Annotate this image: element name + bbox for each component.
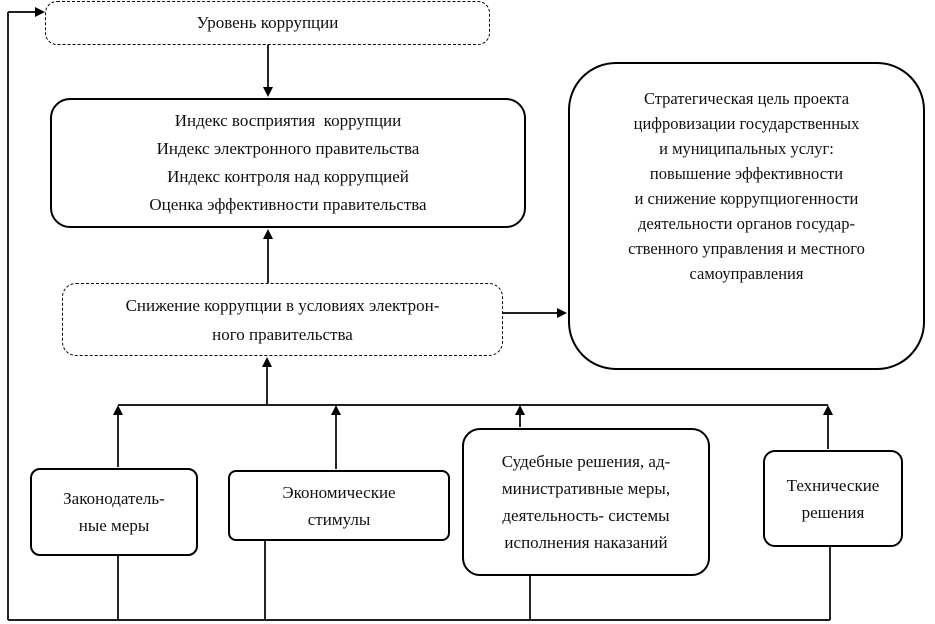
box-text-line: Экономические bbox=[282, 482, 396, 502]
arrow-reduction-to-goal bbox=[503, 308, 567, 318]
arrow-reduction-to-indices bbox=[263, 229, 273, 283]
box-text-line: Индекс электронного правительства bbox=[156, 139, 420, 158]
strategic-goal-box bbox=[568, 62, 925, 370]
technical-solutions-box bbox=[763, 450, 903, 547]
box-text-line: Оценка эффективности правительства bbox=[149, 195, 427, 214]
box-text-line: ного правительства bbox=[212, 324, 353, 344]
box-text-line: деятельности органов государ- bbox=[638, 214, 855, 233]
arrowhead-up-icon bbox=[263, 229, 273, 239]
box-text-line: повышение эффективности bbox=[649, 164, 844, 183]
box-text-line: и муниципальных услуг: bbox=[659, 139, 834, 158]
box-text-line: ные меры bbox=[78, 516, 150, 535]
box-text-line: Законодатель- bbox=[63, 489, 165, 508]
corruption-level-box bbox=[45, 1, 490, 45]
economic-incentives-box bbox=[228, 470, 450, 541]
box-text-line: Технические bbox=[786, 475, 880, 495]
arrowhead-up-icon bbox=[515, 405, 525, 415]
box-text-line: министративные меры, bbox=[501, 479, 671, 498]
arrowhead-up-icon bbox=[331, 405, 341, 415]
arrowhead-right-icon bbox=[557, 308, 567, 318]
box-text-line: и снижение коррупциогенности bbox=[634, 189, 859, 208]
box-text-line: стимулы bbox=[307, 509, 371, 529]
box-text-line: Индекс контроля над коррупцией bbox=[167, 167, 409, 186]
box-text-line: Судебные решения, ад- bbox=[501, 452, 671, 471]
box-text-line: Снижение коррупции в условиях электрон- bbox=[125, 295, 440, 315]
indices-box bbox=[50, 98, 526, 228]
arrowhead-up-icon bbox=[262, 357, 272, 367]
box-text-line: Уровень коррупции bbox=[196, 13, 339, 32]
box-text-line: решения bbox=[801, 502, 865, 522]
box-text-line: Стратегическая цель проекта bbox=[643, 89, 850, 108]
arrowhead-down-icon bbox=[263, 87, 273, 97]
box-text-line: цифровизации государственных bbox=[633, 114, 860, 133]
judicial-measures-box bbox=[462, 428, 710, 576]
arrowhead-into-corruption-level bbox=[35, 7, 45, 17]
arrowhead-up-icon bbox=[113, 405, 123, 415]
reduction-box bbox=[62, 283, 503, 356]
box-text-line: исполнения наказаний bbox=[504, 533, 668, 552]
arrowhead-up-icon bbox=[823, 405, 833, 415]
box-text-line: самоуправления bbox=[689, 264, 804, 283]
box-text-line: ственного управления и местного bbox=[628, 239, 865, 258]
arrow-level-to-indices bbox=[263, 45, 273, 97]
legislative-measures-box bbox=[30, 468, 198, 556]
box-text-line: Индекс восприятия коррупции bbox=[174, 111, 402, 130]
box-text-line: деятельность- системы bbox=[502, 506, 670, 525]
